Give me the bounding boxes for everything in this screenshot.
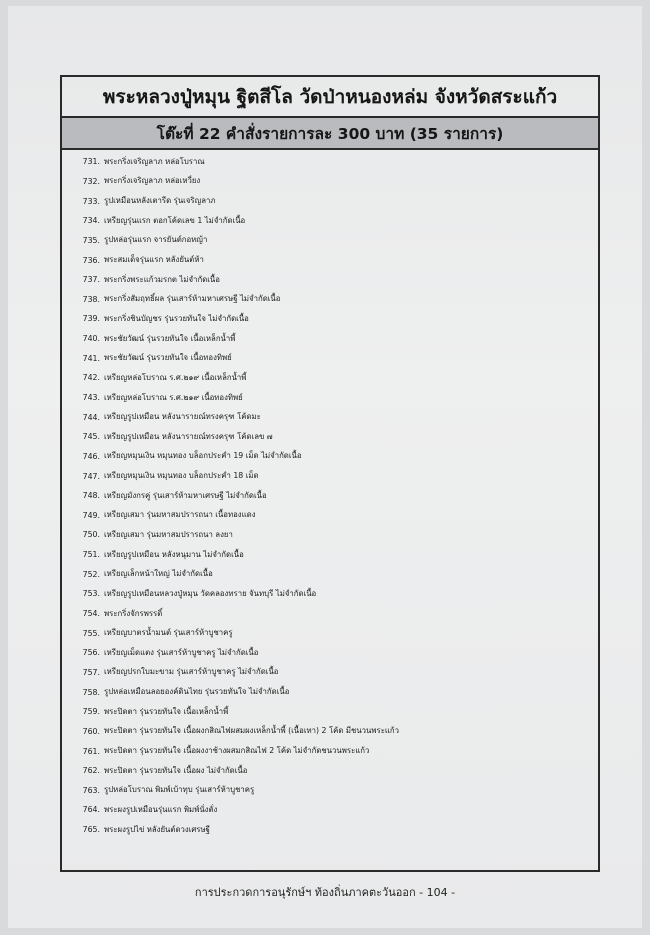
item-number: 732. (82, 176, 100, 186)
list-item (68, 172, 598, 192)
item-description: พระกริ่งเจริญลาภ หล่อเหวี่ยง (104, 176, 201, 186)
list-item (68, 623, 598, 643)
item-number: 741. (82, 353, 100, 363)
item-description: เหรียญหล่อโบราณ ร.ศ.๒๑๙ เนื้อเหล็กน้ำพี้ (104, 372, 247, 382)
item-description: เหรียญเล็กหน้าใหญ่ ไม่จำกัดเนื้อ (104, 569, 213, 579)
item-description: เหรียญหมุนเงิน หมุนทอง บล็อกประคำ 18 เม็ด (104, 471, 259, 481)
list-item (68, 329, 598, 349)
list-item (68, 289, 598, 309)
item-description: พระกริ่งสัมฤทธิ์ผล รุ่นเสาร์ห้ามหาเศรษฐี ไม่จำกัดเนื้อ (104, 294, 281, 304)
item-number: 763. (82, 785, 100, 795)
item-number: 746. (82, 451, 100, 461)
table-subtitle: โต๊ะที่ 22 คำสั่งรายการละ 300 บาท (35 รายการ) (62, 118, 598, 150)
item-number: 751. (82, 550, 100, 560)
item-number: 757. (82, 667, 100, 677)
list-item (68, 741, 598, 761)
item-number: 762. (82, 766, 100, 776)
item-number: 760. (82, 726, 100, 736)
list-item (68, 761, 598, 781)
table-title: พระหลวงปู่หมุน ฐิตสีโล วัดป่าหนองหล่ม จังหวัดสระแก้ว (62, 77, 598, 118)
item-number: 737. (82, 275, 100, 285)
item-description: พระสมเด็จรุ่นแรก หลังยันต์ห้า (104, 255, 204, 265)
item-number: 733. (82, 196, 100, 206)
item-number: 747. (82, 471, 100, 481)
list-item (68, 702, 598, 722)
list-item (68, 309, 598, 329)
item-number: 739. (82, 314, 100, 324)
item-description: พระกริ่งจักรพรรดิ์ (104, 608, 163, 618)
list-item (68, 486, 598, 506)
list-item (68, 191, 598, 211)
item-number: 742. (82, 373, 100, 383)
item-number: 755. (82, 628, 100, 638)
item-number: 753. (82, 589, 100, 599)
item-description: พระผงรูปเหมือนรุ่นแรก พิมพ์นั่งตั่ง (104, 804, 218, 814)
list-item (68, 781, 598, 801)
item-number: 752. (82, 569, 100, 579)
item-number: 759. (82, 707, 100, 717)
item-number: 748. (82, 491, 100, 501)
item-description: พระผงรูปไข่ หลังยันต์ดวงเศรษฐี (104, 824, 210, 834)
item-number: 756. (82, 648, 100, 658)
item-number: 731. (82, 157, 100, 167)
list-item (68, 407, 598, 427)
list-item (68, 506, 598, 526)
list-item (68, 152, 598, 172)
item-description: เหรียญปรกใบมะขาม รุ่นเสาร์ห้าบูชาครู ไม่จำกัดเนื้อ (104, 667, 279, 677)
item-number: 738. (82, 294, 100, 304)
list-item (68, 270, 598, 290)
item-description: เหรียญรูปเหมือนหลวงปู่หมุน วัดคลองทราย จันทบุรี ไม่จำกัดเนื้อ (104, 588, 317, 598)
item-list (62, 150, 598, 839)
catalog-table (60, 75, 600, 872)
list-item (68, 682, 598, 702)
item-number: 749. (82, 510, 100, 520)
list-item (68, 545, 598, 565)
item-description: รูปหล่อเหมือนลอยองค์ดินไทย รุ่นรวยทันใจ ไม่จำกัดเนื้อ (104, 687, 290, 697)
item-description: เหรียญรูปเหมือน หลังนารายณ์ทรงครุฑ โค้ดเลข ๗ (104, 431, 273, 441)
item-description: พระกริ่งเจริญลาภ หล่อโบราณ (104, 156, 205, 166)
item-number: 745. (82, 432, 100, 442)
item-description: เหรียญเสมา รุ่นมหาสมปรารถนา เนื้อทองแดง (104, 510, 256, 520)
item-description: พระปิดตา รุ่นรวยทันใจ เนื้อผงกสิณไฟผสมผงเหล็กน้ำพี้ (เนื้อเทา) 2 โค้ด มีชนวนพระแก้ว (104, 726, 400, 736)
item-description: เหรียญเม็ดแตง รุ่นเสาร์ห้าบูชาครู ไม่จำกัดเนื้อ (104, 647, 259, 657)
item-number: 765. (82, 825, 100, 835)
list-item (68, 820, 598, 840)
item-description: รูปหล่อโบราณ พิมพ์เบ้าทุบ รุ่นเสาร์ห้าบูชาครู (104, 785, 255, 795)
list-item (68, 388, 598, 408)
item-description: เหรียญมังกรคู่ รุ่นเสาร์ห้ามหาเศรษฐี ไม่จำกัดเนื้อ (104, 490, 267, 500)
list-item (68, 231, 598, 251)
item-description: พระกริ่งชินบัญชร รุ่นรวยทันใจ ไม่จำกัดเนื้อ (104, 313, 249, 323)
item-number: 754. (82, 609, 100, 619)
item-number: 744. (82, 412, 100, 422)
list-item (68, 564, 598, 584)
item-description: เหรียญเสมา รุ่นมหาสมปรารถนา ลงยา (104, 529, 233, 539)
item-number: 761. (82, 746, 100, 756)
item-description: พระกริ่งพระแก้วมรกต ไม่จำกัดเนื้อ (104, 274, 220, 284)
list-item (68, 466, 598, 486)
item-number: 758. (82, 687, 100, 697)
item-description: พระชัยวัฒน์ รุ่นรวยทันใจ เนื้อเหล็กน้ำพี้ (104, 333, 236, 343)
item-description: พระปิดตา รุ่นรวยทันใจ เนื้อผง ไม่จำกัดเนื้อ (104, 765, 248, 775)
list-item (68, 250, 598, 270)
item-number: 740. (82, 334, 100, 344)
page-footer: การประกวดการอนุรักษ์ฯ ท้องถิ่นภาคตะวันออก - 104 - (194, 886, 456, 899)
item-description: เหรียญหล่อโบราณ ร.ศ.๒๑๙ เนื้อทองทิพย์ (104, 392, 243, 402)
list-item (68, 722, 598, 742)
list-item (68, 447, 598, 467)
list-item (68, 348, 598, 368)
item-number: 750. (82, 530, 100, 540)
item-number: 743. (82, 393, 100, 402)
item-description: เหรียญรุ่นแรก ตอกโค้ดเลข 1 ไม่จำกัดเนื้อ (104, 215, 246, 225)
item-number: 735. (82, 235, 100, 245)
item-description: พระชัยวัฒน์ รุ่นรวยทันใจ เนื้อทองทิพย์ (104, 353, 232, 363)
item-description: เหรียญบาตรน้ำมนต์ รุ่นเสาร์ห้าบูชาครู (104, 628, 233, 638)
item-description: รูปหล่อรุ่นแรก จารยันต์กอหญ้า (104, 235, 208, 245)
list-item (68, 368, 598, 388)
list-item (68, 663, 598, 683)
list-item (68, 211, 598, 231)
item-number: 734. (82, 216, 100, 226)
list-item (68, 800, 598, 820)
list-item (68, 584, 598, 604)
item-description: พระปิดตา รุ่นรวยทันใจ เนื้อผงงาช้างผสมกสิณไฟ 2 โค้ด ไม่จำกัดชนวนพระแก้ว (104, 746, 370, 756)
item-description: พระปิดตา รุ่นรวยทันใจ เนื้อเหล็กน้ำพี้ (104, 706, 229, 716)
item-number: 736. (82, 255, 100, 265)
item-number: 764. (82, 805, 100, 815)
item-description: รูปเหมือนหลังเตารีด รุ่นเจริญลาภ (104, 196, 216, 206)
item-description: เหรียญหมุนเงิน หมุนทอง บล็อกประคำ 19 เม็ด ไม่จำกัดเนื้อ (104, 451, 302, 461)
item-description: เหรียญรูปเหมือน หลังหนุมาน ไม่จำกัดเนื้อ (104, 549, 244, 559)
list-item (68, 427, 598, 447)
list-item (68, 643, 598, 663)
item-description: เหรียญรูปเหมือน หลังนารายณ์ทรงครุฑ โค้ดมะ (104, 412, 261, 422)
list-item (68, 604, 598, 624)
list-item (68, 525, 598, 545)
